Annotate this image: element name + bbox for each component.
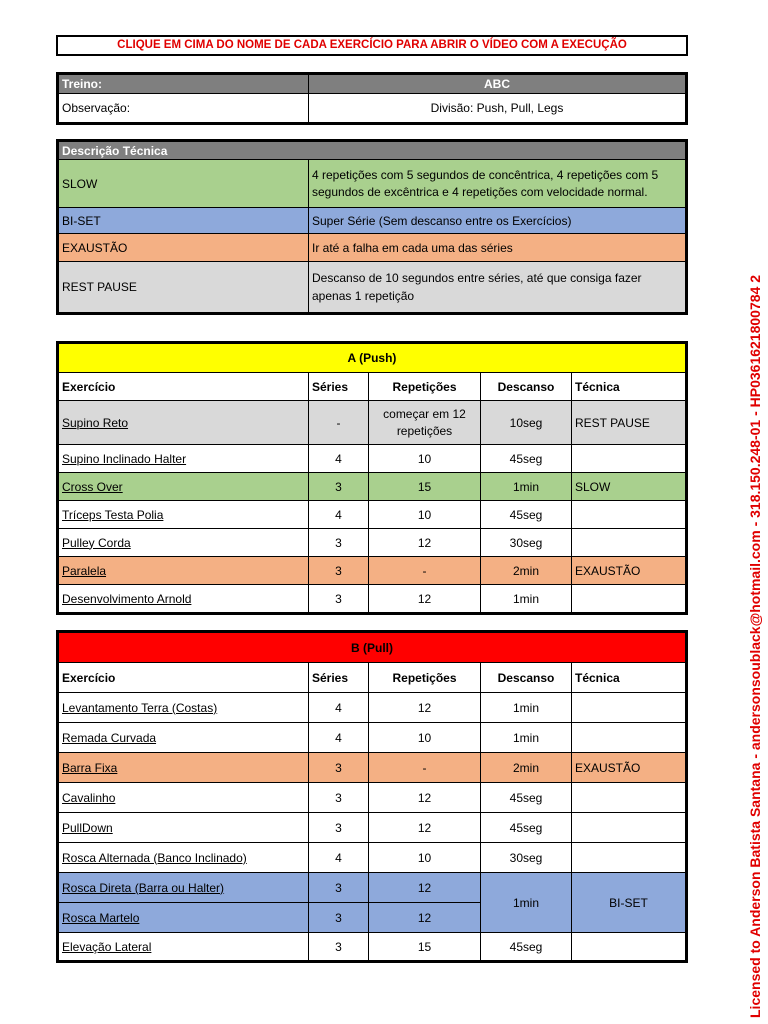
- rest-cell: 2min: [481, 753, 572, 783]
- technique-cell: [572, 501, 686, 529]
- table-row: [59, 753, 686, 783]
- series-cell: 4: [309, 843, 369, 873]
- technique-cell: [572, 813, 686, 843]
- rest-cell: 10seg: [481, 401, 572, 445]
- technique-cell: [572, 529, 686, 557]
- series-cell: 4: [309, 723, 369, 753]
- reps-cell: 10: [369, 843, 481, 873]
- exercise-link[interactable]: Cavalinho: [59, 783, 309, 813]
- technique-cell: [572, 723, 686, 753]
- reps-cell: 12: [369, 903, 481, 933]
- technique-cell: EXAUSTÃO: [572, 753, 686, 783]
- exercise-link[interactable]: Desenvolvimento Arnold: [59, 585, 309, 613]
- col-repeticoes: Repetições: [369, 663, 481, 693]
- exercise-link[interactable]: Supino Reto: [59, 401, 309, 445]
- reps-cell: 10: [369, 445, 481, 473]
- exercise-link[interactable]: Rosca Alternada (Banco Inclinado): [59, 843, 309, 873]
- series-cell: 4: [309, 445, 369, 473]
- col-tecnica: Técnica: [572, 663, 686, 693]
- col-series: Séries: [309, 373, 369, 401]
- table-row: [59, 693, 686, 723]
- series-cell: 3: [309, 903, 369, 933]
- rest-cell: 30seg: [481, 529, 572, 557]
- rest-cell: 1min: [481, 585, 572, 613]
- exercise-link[interactable]: PullDown: [59, 813, 309, 843]
- technique-cell: REST PAUSE: [572, 401, 686, 445]
- table-row: [59, 783, 686, 813]
- reps-cell: 10: [369, 501, 481, 529]
- reps-cell: 12: [369, 585, 481, 613]
- series-cell: 3: [309, 753, 369, 783]
- technique-desc: Super Série (Sem descanso entre os Exercícios): [309, 208, 686, 234]
- reps-cell: 15: [369, 933, 481, 961]
- technique-desc: Descanso de 10 segundos entre séries, até que consiga fazer apenas 1 repetição: [309, 262, 686, 313]
- exercise-link[interactable]: Remada Curvada: [59, 723, 309, 753]
- technique-cell: [572, 783, 686, 813]
- exercise-link[interactable]: Elevação Lateral: [59, 933, 309, 961]
- instruction-banner: CLIQUE EM CIMA DO NOME DE CADA EXERCÍCIO PARA ABRIR O VÍDEO COM A EXECUÇÃO: [56, 35, 688, 56]
- technique-table: [56, 139, 688, 315]
- rest-cell: 45seg: [481, 501, 572, 529]
- reps-cell: começar em 12 repetições: [369, 401, 481, 445]
- series-cell: 3: [309, 933, 369, 961]
- exercise-link[interactable]: Pulley Corda: [59, 529, 309, 557]
- series-cell: 3: [309, 813, 369, 843]
- treino-label: Treino:: [59, 75, 309, 94]
- series-cell: 3: [309, 783, 369, 813]
- rest-cell: 30seg: [481, 843, 572, 873]
- technique-desc: Ir até a falha em cada uma das séries: [309, 234, 686, 262]
- col-exercicio: Exercício: [59, 663, 309, 693]
- technique-name: BI-SET: [59, 208, 309, 234]
- table-row: [59, 557, 686, 585]
- table-row: [59, 529, 686, 557]
- technique-name: REST PAUSE: [59, 262, 309, 313]
- series-cell: -: [309, 401, 369, 445]
- info-table: [56, 72, 688, 125]
- rest-cell: 45seg: [481, 933, 572, 961]
- technique-cell: [572, 693, 686, 723]
- rest-cell: 45seg: [481, 783, 572, 813]
- rest-cell: 2min: [481, 557, 572, 585]
- reps-cell: 12: [369, 529, 481, 557]
- rest-cell: 1min: [481, 723, 572, 753]
- workout-a-title: A (Push): [59, 344, 686, 373]
- workout-b-table: [56, 630, 688, 963]
- table-row: [59, 585, 686, 613]
- col-series: Séries: [309, 663, 369, 693]
- reps-cell: 15: [369, 473, 481, 501]
- exercise-link[interactable]: Barra Fixa: [59, 753, 309, 783]
- technique-cell: [572, 933, 686, 961]
- technique-cell: BI-SET: [572, 873, 686, 933]
- table-row: [59, 873, 686, 903]
- series-cell: 3: [309, 473, 369, 501]
- technique-cell: [572, 843, 686, 873]
- exercise-link[interactable]: Rosca Martelo: [59, 903, 309, 933]
- technique-name: SLOW: [59, 160, 309, 208]
- technique-header: Descrição Técnica: [59, 142, 686, 160]
- table-row: [59, 723, 686, 753]
- exercise-link[interactable]: Levantamento Terra (Costas): [59, 693, 309, 723]
- reps-cell: -: [369, 557, 481, 585]
- series-cell: 3: [309, 873, 369, 903]
- rest-cell: 45seg: [481, 445, 572, 473]
- reps-cell: 12: [369, 693, 481, 723]
- technique-cell: [572, 445, 686, 473]
- license-watermark: Licensed to Anderson Batista Santana - andersonsoublack@hotmail.com - 318.150.248-01 - HP0361621800784 2: [747, 275, 763, 1018]
- series-cell: 4: [309, 693, 369, 723]
- col-repeticoes: Repetições: [369, 373, 481, 401]
- reps-cell: 12: [369, 873, 481, 903]
- table-row: [59, 933, 686, 961]
- table-row: [59, 445, 686, 473]
- workout-b-title: B (Pull): [59, 633, 686, 663]
- table-row: [59, 401, 686, 445]
- reps-cell: 10: [369, 723, 481, 753]
- treino-value: ABC: [309, 75, 686, 94]
- technique-name: EXAUSTÃO: [59, 234, 309, 262]
- col-descanso: Descanso: [481, 663, 572, 693]
- technique-desc: 4 repetições com 5 segundos de concêntrica, 4 repetições com 5 segundos de excêntrica e 4 repetições com velocidade normal.: [309, 160, 686, 208]
- exercise-link[interactable]: Rosca Direta (Barra ou Halter): [59, 873, 309, 903]
- reps-cell: 12: [369, 783, 481, 813]
- observacao-label: Observação:: [59, 94, 309, 123]
- rest-cell: 45seg: [481, 813, 572, 843]
- col-descanso: Descanso: [481, 373, 572, 401]
- rest-cell: 1min: [481, 873, 572, 933]
- col-tecnica: Técnica: [572, 373, 686, 401]
- exercise-link[interactable]: Paralela: [59, 557, 309, 585]
- reps-cell: 12: [369, 813, 481, 843]
- table-row: [59, 473, 686, 501]
- table-row: [59, 501, 686, 529]
- observacao-value: Divisão: Push, Pull, Legs: [309, 94, 686, 123]
- exercise-link[interactable]: Tríceps Testa Polia: [59, 501, 309, 529]
- exercise-link[interactable]: Supino Inclinado Halter: [59, 445, 309, 473]
- series-cell: 3: [309, 529, 369, 557]
- rest-cell: 1min: [481, 473, 572, 501]
- rest-cell: 1min: [481, 693, 572, 723]
- table-row: [59, 813, 686, 843]
- workout-a-table: [56, 341, 688, 615]
- table-row: [59, 843, 686, 873]
- exercise-link[interactable]: Cross Over: [59, 473, 309, 501]
- technique-cell: [572, 585, 686, 613]
- reps-cell: -: [369, 753, 481, 783]
- technique-cell: EXAUSTÃO: [572, 557, 686, 585]
- series-cell: 4: [309, 501, 369, 529]
- technique-cell: SLOW: [572, 473, 686, 501]
- series-cell: 3: [309, 585, 369, 613]
- series-cell: 3: [309, 557, 369, 585]
- col-exercicio: Exercício: [59, 373, 309, 401]
